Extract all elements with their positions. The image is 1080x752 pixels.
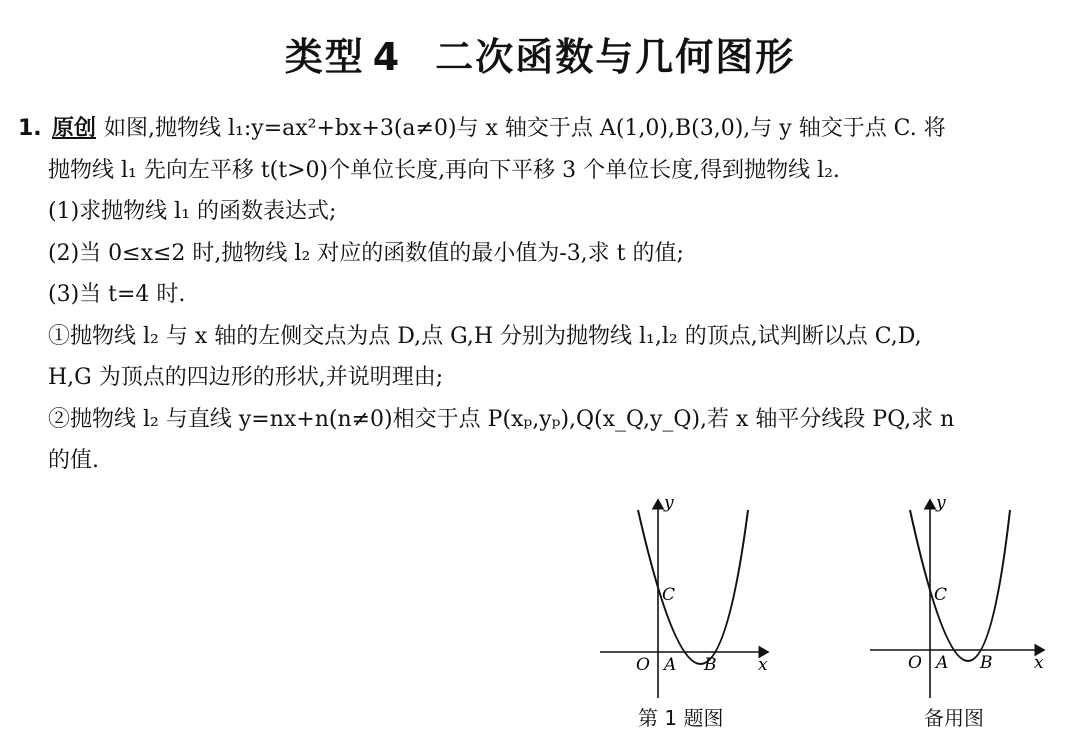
title-topic: 二次函数与几何图形 [435,35,796,79]
figure-2-graph [868,492,1050,700]
figure-2-caption: 备用图 [924,706,984,730]
figure-1 [598,492,778,700]
question-3-part-2-cont: 的值. [48,448,99,473]
point-c-label: C [934,585,948,605]
problem-stem-line-2: 抛物线 l₁ 先向左平移 t(t>0)个单位长度,再向下平移 3 个单位长度,得到抛物线 l₂. [48,157,840,183]
question-1: (1)求抛物线 l₁ 的函数表达式; [48,199,337,224]
y-label: y [664,493,674,513]
problem-number: 1. [18,116,42,141]
question-3: (3)当 t=4 时. [48,282,186,307]
point-c-label: C [662,585,676,605]
page-title [0,26,1080,81]
origin-label: O [636,655,650,675]
point-b-label: B [980,653,993,673]
point-b-label: B [704,655,717,675]
figure-1-graph [598,492,778,700]
parabola-curve [910,510,1010,661]
question-2: (2)当 0≤x≤2 时,抛物线 l₂ 对应的函数值的最小值为-3,求 t 的值; [48,240,684,266]
figure-2 [868,492,1050,700]
title-type: 类型 [284,35,365,79]
problem-1 [18,108,1058,482]
origin-label: O [908,653,922,673]
original-tag: 原创 [52,115,97,141]
problem-line [18,108,1058,150]
question-3-part-2: ②抛物线 l₂ 与直线 y=nx+n(n≠0)相交于点 P(xₚ,yₚ),Q(x_Q,y_Q),若 x 轴平分线段 PQ,求 n [48,406,955,432]
y-label: y [936,493,946,513]
question-3-part-1-cont: H,G 为顶点的四边形的形状,并说明理由; [48,365,444,390]
parabola-curve [638,510,748,664]
title-number: 4 [372,35,402,79]
figure-1-caption: 第 1 题图 [638,706,724,730]
x-label: x [758,655,768,675]
problem-stem-line-1: 如图,抛物线 l₁:y=ax²+bx+3(a≠0)与 x 轴交于点 A(1,0),B(3,0),与 y 轴交于点 C. 将 [104,116,946,141]
point-a-label: A [936,653,949,673]
question-3-part-1: ①抛物线 l₂ 与 x 轴的左侧交点为点 D,点 G,H 分别为抛物线 l₁,l₂ 的顶点,试判断以点 C,D, [48,323,922,349]
x-label: x [1034,653,1044,673]
point-a-label: A [664,655,677,675]
